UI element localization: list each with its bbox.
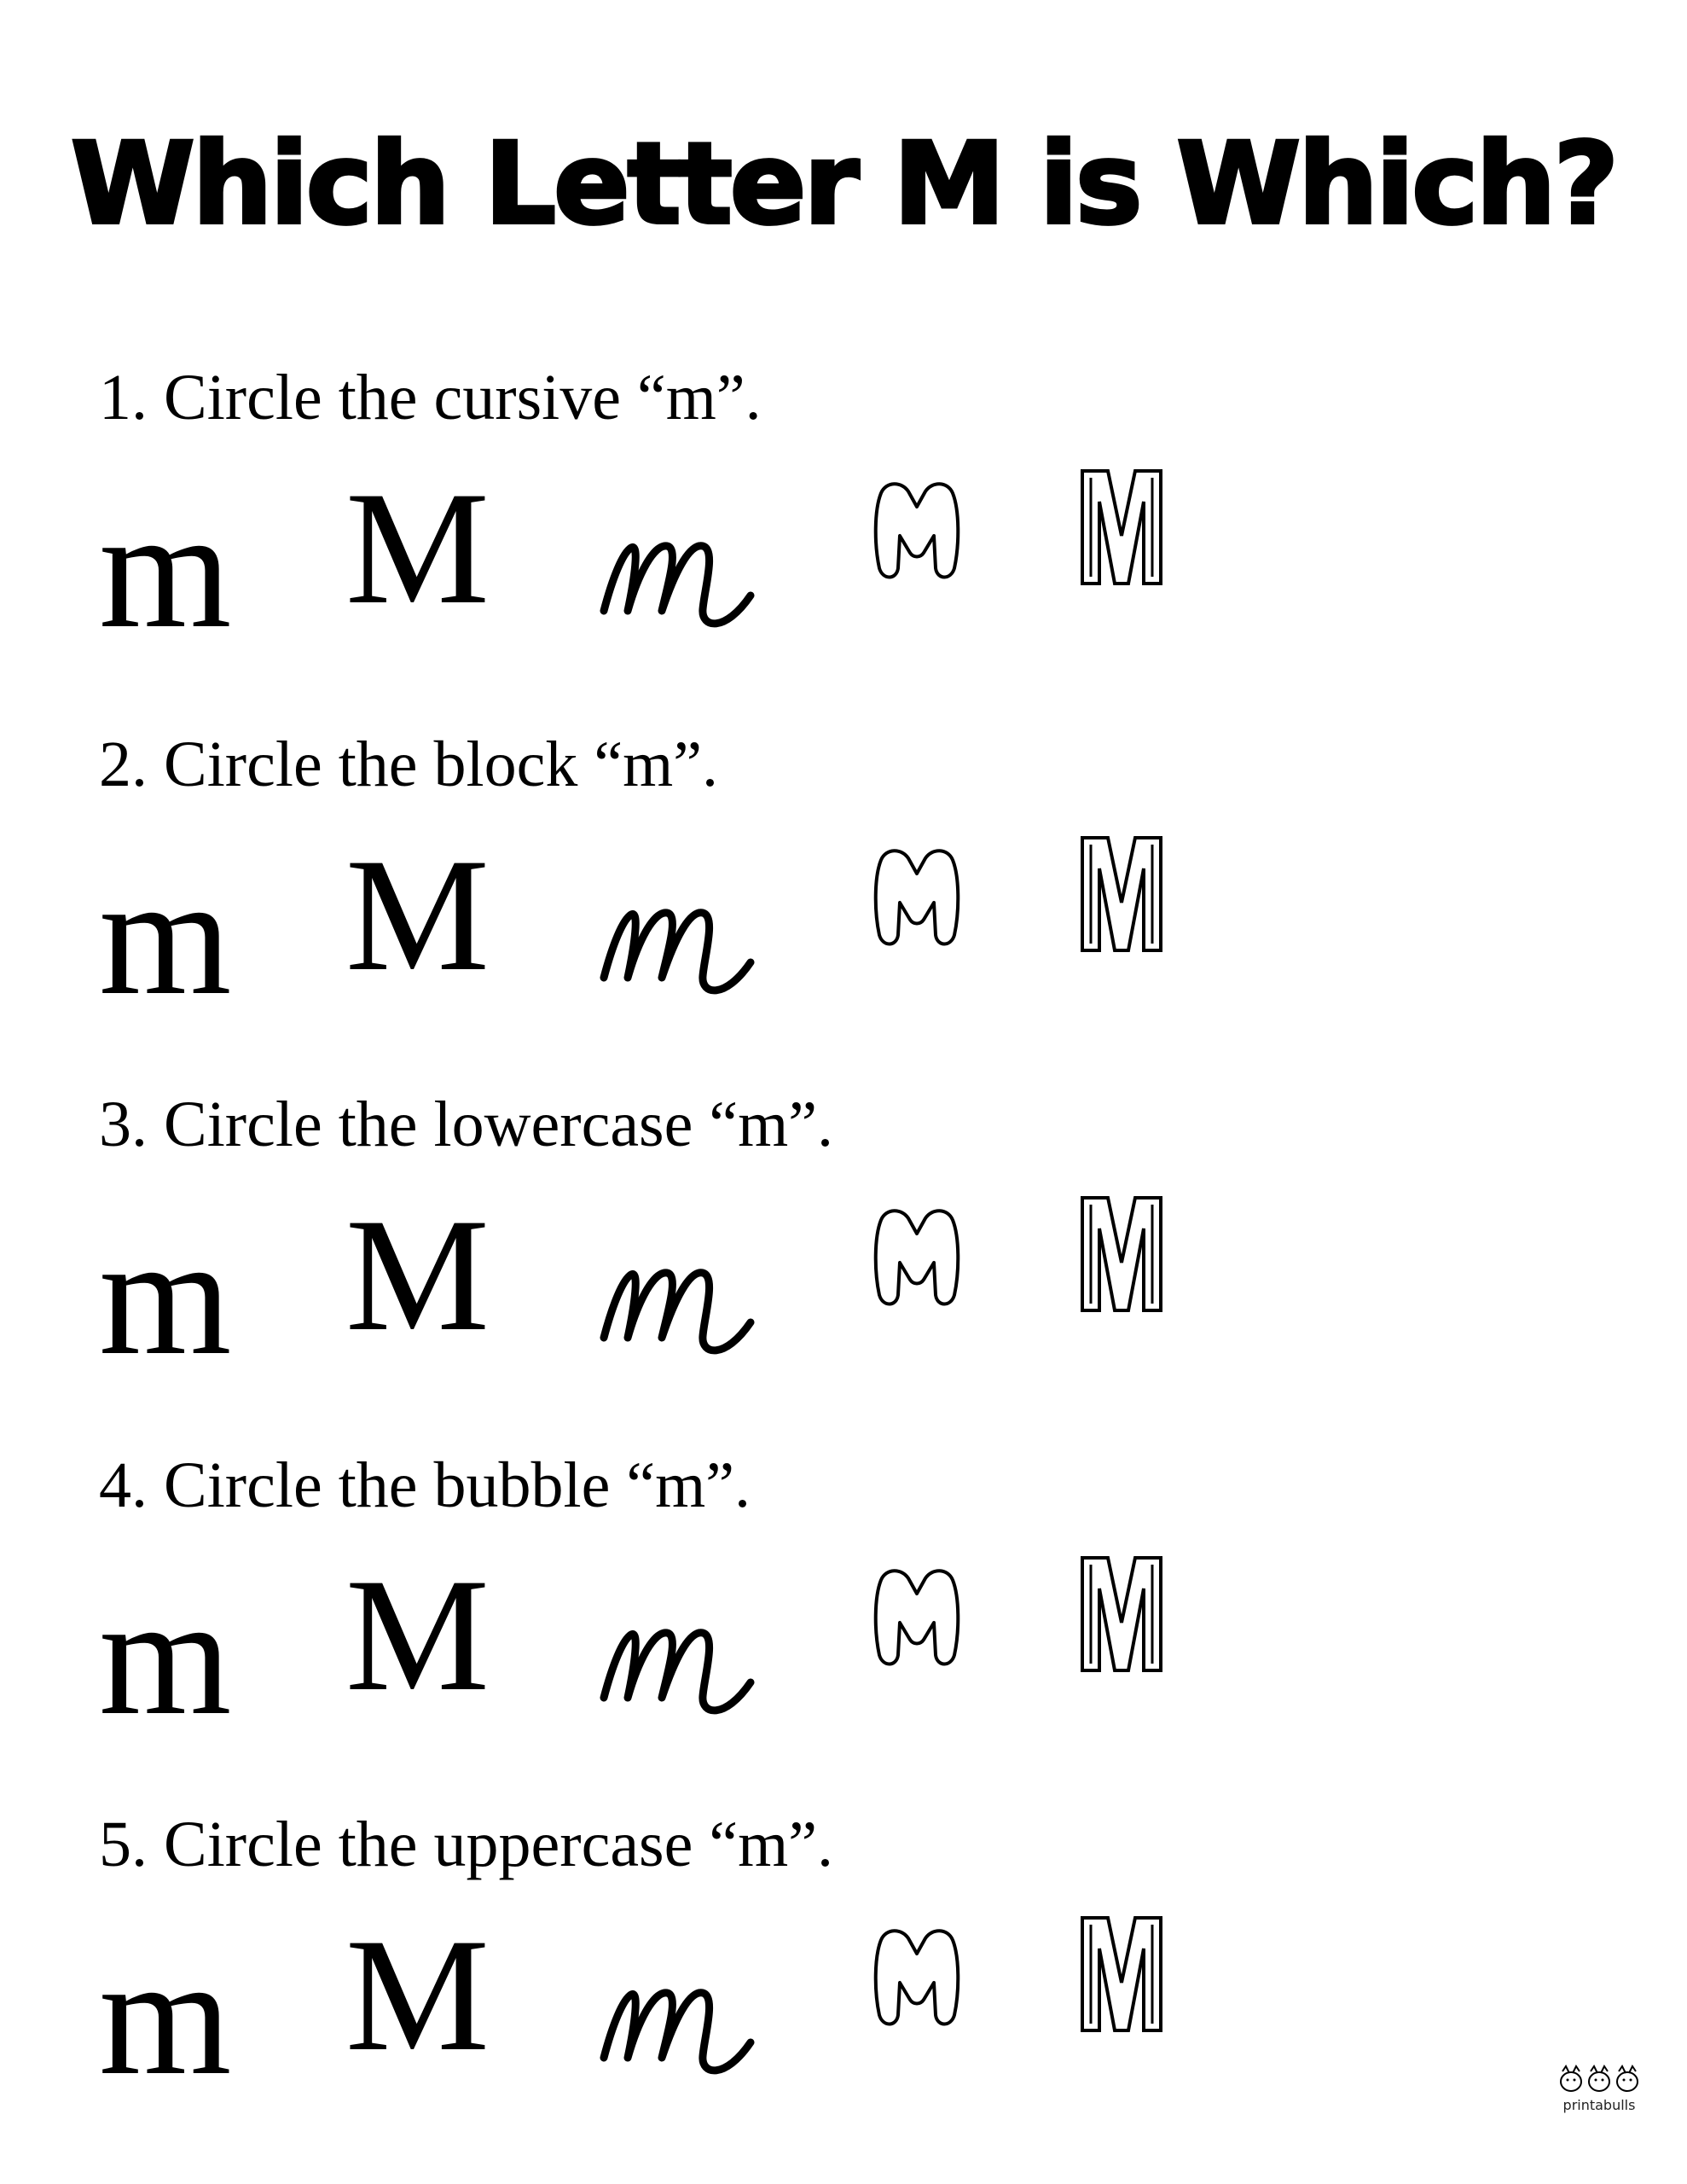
serif-uppercase-m[interactable]: M [345,826,490,1005]
serif-uppercase-m[interactable]: M [345,1906,490,2085]
cursive-m[interactable] [597,1940,759,2085]
bubble-m[interactable] [866,1563,968,1674]
serif-lowercase-m[interactable]: m [99,475,232,664]
brand-name: printabulls [1562,2097,1636,2113]
serif-uppercase-m[interactable]: M [345,1546,490,1725]
block-m[interactable] [1079,1194,1164,1314]
cursive-m[interactable] [597,493,759,638]
block-m[interactable] [1079,1914,1164,2034]
bubble-m[interactable] [866,476,968,587]
serif-uppercase-m[interactable]: M [345,1186,490,1365]
bubble-m[interactable] [866,1203,968,1314]
letter-row-3 [0,1186,1687,1391]
bulldog-icon [1552,2063,1646,2097]
question-5: 5. Circle the uppercase “m”. [99,1809,833,1880]
bubble-m[interactable] [866,1923,968,2034]
cursive-m[interactable] [597,860,759,1005]
block-m[interactable] [1079,834,1164,954]
serif-lowercase-m[interactable]: m [99,1562,232,1751]
page-title: Which Letter M is Which? [70,119,1617,250]
cursive-m[interactable] [597,1220,759,1365]
letter-row-4 [0,1546,1687,1751]
block-m[interactable] [1079,1554,1164,1674]
cursive-m[interactable] [597,1580,759,1725]
question-1: 1. Circle the cursive “m”. [99,362,762,433]
letter-row-2 [0,826,1687,1031]
question-4: 4. Circle the bubble “m”. [99,1449,751,1521]
serif-lowercase-m[interactable]: m [99,1922,232,2111]
block-m[interactable] [1079,468,1164,587]
brand-logo [1552,2063,1646,2123]
question-2: 2. Circle the block “m”. [99,729,718,800]
question-3: 3. Circle the lowercase “m”. [99,1089,833,1160]
serif-lowercase-m[interactable]: m [99,1202,232,1391]
serif-uppercase-m[interactable]: M [345,459,490,638]
bubble-m[interactable] [866,843,968,954]
letter-row-1 [0,459,1687,664]
serif-lowercase-m[interactable]: m [99,842,232,1031]
